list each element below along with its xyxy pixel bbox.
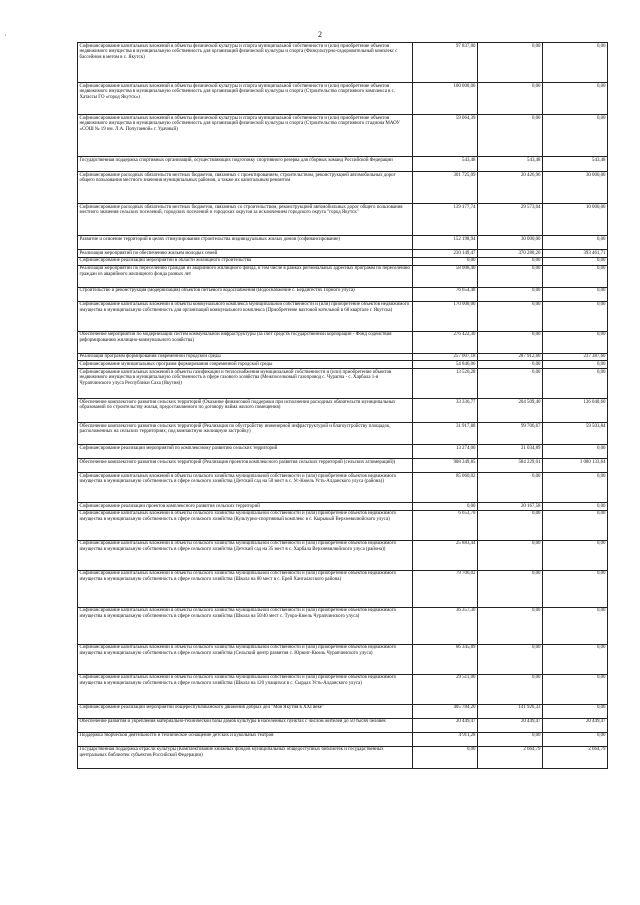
row-value-1-cell: 908 349,85 [413,459,478,473]
row-value-2-cell: 0,00 [478,540,543,570]
row-value-2-cell: 0,00 [478,115,543,157]
row-value-1-cell: 543,48 [413,157,478,172]
row-value-3-cell: 237 387,60 [543,353,608,361]
row-value-3-cell: 543,48 [543,157,608,172]
row-value-3-cell: 0,00 [543,301,608,331]
row-value-1-cell: 59 064,39 [413,115,478,157]
row-value-1-cell: 276 422,30 [413,331,478,353]
row-value-3-cell: 0,00 [543,361,608,369]
row-value-2-cell: 287 912,60 [478,353,543,361]
row-value-1-cell: 29 511,00 [413,674,478,704]
table-row [78,510,608,540]
row-value-1-cell: 257 007,18 [413,353,478,361]
row-name-cell: Реализация мероприятий по обеспечению жильем молодых семей [78,250,413,258]
row-value-1-cell: 301 725,09 [413,172,478,204]
row-value-2-cell: 0,00 [478,83,543,115]
row-name-cell: Софинансирование капитальных вложений в объекты физической культуры и спорта муниципальной собственности и (или) приобретение объектов недвижимого имущества в муниципальную собственность для организаций физической культуры и спорта (Строительство спортивного комплекса в с. Хатассы ГО «город Якутск») [78,83,413,115]
row-value-2-cell: 0,00 [478,473,543,503]
row-value-2-cell: 0,00 [478,361,543,369]
row-value-1-cell: 76 654,48 [413,287,478,301]
row-value-2-cell: 370 280,20 [478,250,543,258]
row-value-2-cell: 204 509,40 [478,399,543,423]
row-value-3-cell: 0,00 [543,369,608,399]
table-row [78,265,608,287]
row-value-2-cell: 0,00 [478,570,543,607]
table-row [78,644,608,674]
row-value-3-cell: 0,00 [543,540,608,570]
row-value-3-cell: 0,00 [543,732,608,746]
table-row [78,423,608,445]
table-row [78,503,608,511]
table-row [78,204,608,236]
table-row [78,353,608,361]
table-row [78,718,608,732]
row-name-cell: Софинансирование капитальных вложений в объекты сельского хозяйства муниципальной собственности и (или) приобретение объектов недвижимого имущества в муниципальную собственность в сфере сельского хозяйства (Школа на 50/40 мест с. Туора-Кюель Чурапчинского улуса) [78,607,413,644]
table-row [78,570,608,607]
row-value-1-cell: 0,00 [413,257,478,265]
row-value-1-cell: 79 706,02 [413,570,478,607]
row-value-2-cell: 21 034,89 [478,445,543,459]
row-value-3-cell: 59 503,84 [543,423,608,445]
row-value-1-cell: 25 883,44 [413,540,478,570]
row-value-3-cell: 136 040,60 [543,399,608,423]
row-name-cell: Софинансирование капитальных вложений в объекты сельского хозяйства муниципальной собственности и (или) приобретение объектов недвижимого имущества в муниципальную собственность в сфере сельского хозяйства (Сельский центр развития с. Юрюнг-Кюель Чурапчинского улуса) [78,644,413,674]
row-value-1-cell: 6 653,70 [413,510,478,540]
row-value-1-cell: 170 000,00 [413,301,478,331]
row-value-1-cell: 139 177,74 [413,204,478,236]
row-value-2-cell: 99 706,67 [478,423,543,445]
row-value-2-cell: 0,00 [478,732,543,746]
row-value-3-cell: 20 449,47 [543,718,608,732]
row-name-cell: Софинансирование реализации проектов комплексного развития сельских территорий [78,503,413,511]
row-name-cell: Обеспечение комплексного развития сельских территорий (Оказание финансовой поддержки при исполнении расходных обязательств муниципальных образований по строительству жилья, предоставляемого по договору найма жилого помещения) [78,399,413,423]
row-name-cell: Софинансирование капитальных вложений в объекты сельского хозяйства муниципальной собственности и (или) приобретение объектов недвижимого имущества в муниципальную собственность в сфере сельского хозяйства (Школа на 120 учащихся в с. Сырдах Усть-Алданского улуса) [78,674,413,704]
row-name-cell: Софинансирование капитальных вложений в объекты сельского хозяйства муниципальной собственности и (или) приобретение объектов недвижимого имущества в муниципальную собственность в сфере сельского хозяйства (Школа на 80 мест в с. Ерей Хангаласского района) [78,570,413,607]
row-value-1-cell: 54 846,06 [413,361,478,369]
row-value-3-cell: 0,00 [543,510,608,540]
row-value-3-cell: 0,00 [543,570,608,607]
row-value-3-cell: 1 080 133,64 [543,459,608,473]
budget-table-body [78,43,608,769]
table-row [78,43,608,83]
page-number: 2 [318,30,322,39]
row-name-cell: Поддержка творческой деятельности и техническое оснащение детских и кукольных театров [78,732,413,746]
row-value-1-cell: 100 000,00 [413,83,478,115]
table-row [78,83,608,115]
row-value-2-cell: 29 573,04 [478,204,543,236]
row-value-1-cell: 13 274,00 [413,445,478,459]
row-value-3-cell: 0,00 [543,674,608,704]
row-name-cell: Развитие и освоение территорий в целях стимулирования строительства индивидуальных жилых домов (софинансирование) [78,236,413,250]
row-value-3-cell: 0,00 [543,331,608,353]
row-value-2-cell: 0,00 [478,43,543,83]
row-value-2-cell: 0,00 [478,369,543,399]
row-value-3-cell: 0,00 [543,503,608,511]
table-row [78,287,608,301]
row-name-cell: Обеспечение мероприятий по модернизации систем коммунальной инфраструктуры (за счет средств государственной корпорации - Фонд содействия реформированию жилищно-коммунального хозяйства) [78,331,413,353]
row-value-2-cell: 141 926,33 [478,704,543,718]
row-value-1-cell: 230 149,47 [413,250,478,258]
row-value-3-cell: 0,00 [543,43,608,83]
table-row [78,257,608,265]
table-row [78,301,608,331]
row-value-2-cell: 0,00 [478,674,543,704]
row-value-3-cell: 30 000,00 [543,172,608,204]
margin-dot: · [4,31,7,40]
row-value-1-cell: 4 911,28 [413,732,478,746]
table-row [78,607,608,644]
row-value-1-cell: 33 336,77 [413,399,478,423]
row-value-1-cell: 31 917,88 [413,423,478,445]
table-row [78,331,608,353]
row-value-1-cell: 405 784,20 [413,704,478,718]
row-value-3-cell: 0,00 [543,704,608,718]
row-value-3-cell: 0,00 [543,236,608,250]
row-value-3-cell: 10 000,00 [543,204,608,236]
row-value-3-cell: 0,00 [543,644,608,674]
row-value-2-cell: 0,00 [478,265,543,287]
row-name-cell: Государственная поддержка отрасли культуры (Комплектование книжных фондов муниципальных общедоступных библиотек и государственных центральных библиотек субъектов Российской Федерации) [78,746,413,768]
row-name-cell: Обеспечение развития и укрепления материально-технической базы домов культуры в населенных пунктах с числом жителей до 50 тысяч человек [78,718,413,732]
row-value-1-cell: 86 345,89 [413,644,478,674]
row-value-1-cell: 20 449,47 [413,718,478,732]
row-name-cell: Софинансирование капитальных вложений в объекты коммунального комплекса муниципальной собственности и (или) приобретение объектов недвижимого имущества в муниципальную собственность для организаций коммунального комплекса (Приобретение вахтовой котельной в 68 квартале г. Якутска) [78,301,413,331]
row-name-cell: Софинансирование капитальных вложений в объекты сельского хозяйства муниципальной собственности и (или) приобретение объектов недвижимого имущества в муниципальную собственность в сфере сельского хозяйства (Детский сад на 35 мест в с. Харбала Верхневилюйского улуса (района)) [78,540,413,570]
row-value-1-cell: 0,00 [413,503,478,511]
table-row [78,115,608,157]
row-value-2-cell: 2 664,79 [478,746,543,768]
row-value-1-cell: 152 198,94 [413,236,478,250]
row-name-cell: Реализация мероприятий по переселению граждан из аварийного жилищного фонда, в том числе в рамках региональных адресных программ по переселению граждан из аварийного жилищного фонда разных лет [78,265,413,287]
table-row [78,732,608,746]
row-value-2-cell: 0,00 [478,510,543,540]
row-name-cell: Обеспечение комплексного развития сельских территорий (Реализация проектов комплексного развития сельских территорий (сельских агломераций)) [78,459,413,473]
table-row [78,172,608,204]
row-value-2-cell: 30 000,00 [478,236,543,250]
row-name-cell: Софинансирование капитальных вложений в объекты сельского хозяйства муниципальной собственности и (или) приобретение объектов недвижимого имущества в муниципальную собственность в сфере сельского хозяйства (Детский сад на 50 мест в с. Ус-Кюель Усть-Алданского улуса (района)) [78,473,413,503]
row-name-cell: Софинансирование реализации мероприятий по комплексному развитию сельских территорий [78,445,413,459]
table-row [78,704,608,718]
table-row [78,399,608,423]
row-name-cell: Софинансирование капитальных вложений в объекты газификации и теплоснабжения муниципальной собственности и (или) приобретение объектов недвижимого имущества в муниципальную собственность в сфере газового хозяйства (Межпоселковый газопровод с. Чурапча - с. Харбала 1-я Чурапчинского улуса Республики Саха (Якутия)) [78,369,413,399]
row-value-2-cell: 20 426,96 [478,172,543,204]
row-value-2-cell: 20 167,58 [478,503,543,511]
row-value-1-cell: 58 008,40 [413,265,478,287]
row-value-3-cell: 0,00 [543,473,608,503]
row-value-2-cell: 0,00 [478,607,543,644]
row-value-1-cell: 13 520,28 [413,369,478,399]
row-name-cell: Обеспечение комплексного развития сельских территорий (Реализация по обустройству инженерной инфраструктурой и благоустройству площадок, расположенных на сельских территориях, под компактную жилищную застройку) [78,423,413,445]
row-value-3-cell: 0,00 [543,265,608,287]
row-name-cell: Софинансирование муниципальных программ формирования современной городской среды [78,361,413,369]
table-row [78,459,608,473]
table-row [78,473,608,503]
row-value-2-cell: 543,48 [478,157,543,172]
table-row [78,236,608,250]
row-value-3-cell: 393 461,71 [543,250,608,258]
row-name-cell: Софинансирование реализации мероприятий в области жилищного строительства [78,257,413,265]
row-value-2-cell: 0,00 [478,301,543,331]
row-value-3-cell: 0,00 [543,445,608,459]
table-row [78,369,608,399]
row-value-1-cell: 0,00 [413,746,478,768]
row-value-3-cell: 0,00 [543,257,608,265]
row-value-1-cell: 36 357,30 [413,607,478,644]
row-name-cell: Государственная поддержка спортивных организаций, осуществляющих подготовку спортивного резерва для сборных команд Российской Федерации [78,157,413,172]
row-value-3-cell: 0,00 [543,115,608,157]
table-row [78,540,608,570]
table-row [78,250,608,258]
table-row [78,674,608,704]
row-name-cell: Софинансирование расходных обязательств местных бюджетов, связанных со строительством, реконструкцией автомобильных дорог общего пользования местного значения сельских поселений, городских поселений и городских округов за исключением городского округа "город Якутск" [78,204,413,236]
row-value-1-cell: 97 837,00 [413,43,478,83]
row-name-cell: Софинансирование капитальных вложений в объекты сельского хозяйства муниципальной собственности и (или) приобретение объектов недвижимого имущества в муниципальную собственность в сфере сельского хозяйства (Культурно-спортивный комплекс в с. Кырыкый Верхневилюйского улуса) [78,510,413,540]
row-name-cell: Строительство и реконструкция (модернизация) объектов питьевого водоснабжения (Водоснабжение с. Бердигестях Горного улуса) [78,287,413,301]
row-name-cell: Реализация программ формирования современной городской среды [78,353,413,361]
row-name-cell: Софинансирование расходных обязательств местных бюджетов, связанных с проектированием, строительством, реконструкцией автомобильных дорог общего пользования местного значения муниципальных районов, а также их капитальным ремонтом [78,172,413,204]
row-name-cell: Софинансирование капитальных вложений в объекты физической культуры и спорта муниципальной собственности и (или) приобретение объектов недвижимого имущества в муниципальную собственность для организаций физической культуры и спорта (Строительство спортивного стадиона МАОУ «СОШ № 19 им. Л.А. Попугаевой» г. Удачный) [78,115,413,157]
row-value-2-cell: 0,00 [478,287,543,301]
row-value-2-cell: 0,00 [478,644,543,674]
row-value-3-cell: 0,00 [543,83,608,115]
table-row [78,157,608,172]
table-row [78,361,608,369]
table-row [78,445,608,459]
row-name-cell: Софинансирование реализации мероприятий общереспубликанского движения добрых дел "Моя Якутия в XXI веке" [78,704,413,718]
row-value-2-cell: 20 449,47 [478,718,543,732]
row-value-2-cell: 0,00 [478,257,543,265]
row-value-3-cell: 2 664,79 [543,746,608,768]
row-value-1-cell: 85 060,02 [413,473,478,503]
budget-table [77,42,608,769]
row-value-3-cell: 0,00 [543,607,608,644]
row-value-2-cell: 0,00 [478,331,543,353]
row-value-3-cell: 0,00 [543,287,608,301]
row-name-cell: Софинансирование капитальных вложений в объекты физической культуры и спорта муниципальной собственности и (или) приобретение объектов недвижимого имущества в муниципальную собственность для организаций физической культуры и спорта (Физкультурно-оздоровительный комплекс с бассейном в метом в с. Якутск) [78,43,413,83]
table-row [78,746,608,768]
row-value-2-cell: 584 229,01 [478,459,543,473]
